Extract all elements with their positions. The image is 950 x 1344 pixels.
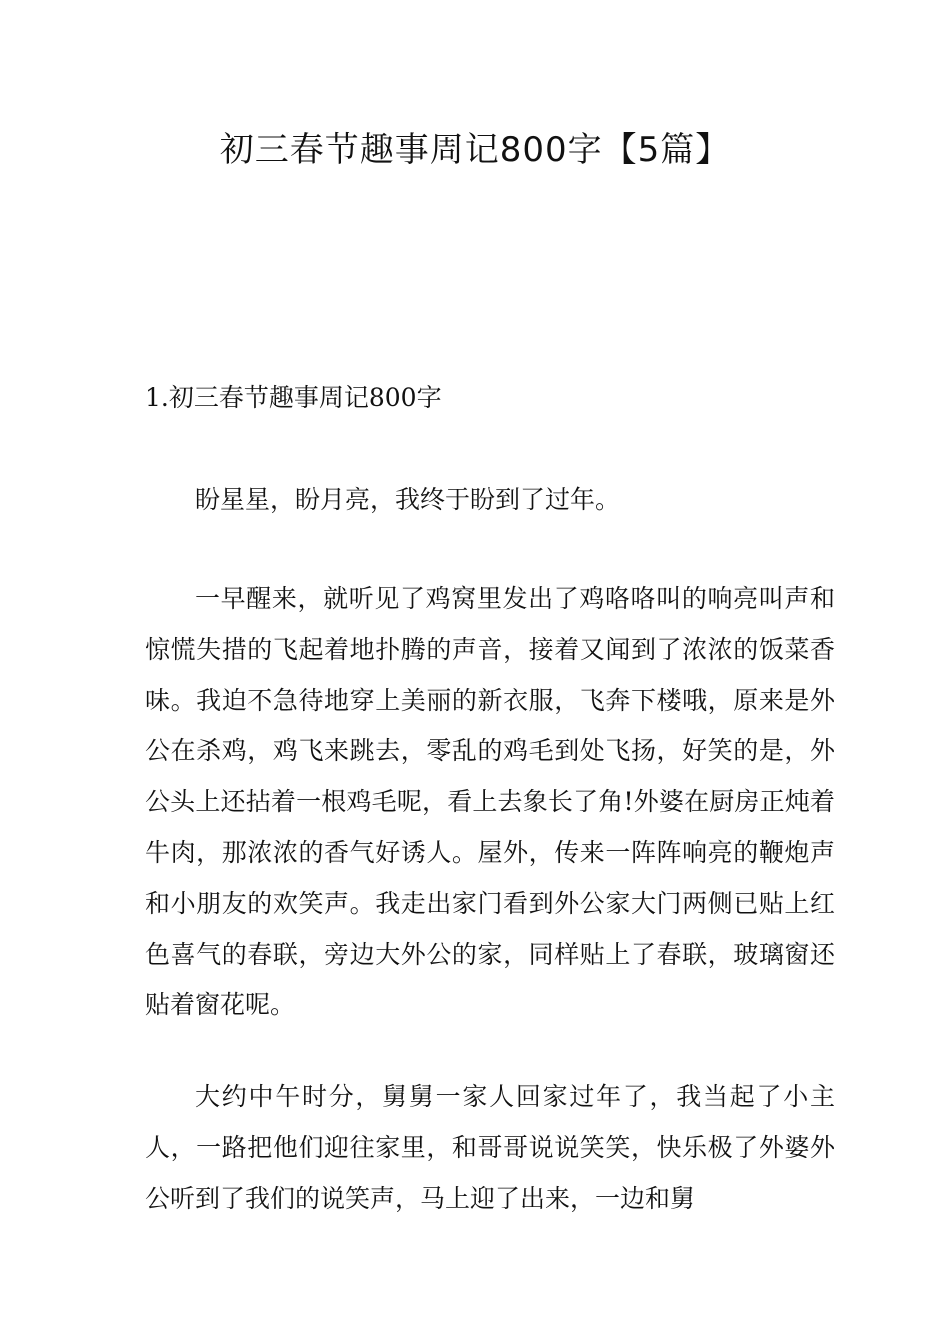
paragraph-2: 一早醒来，就听见了鸡窝里发出了鸡咯咯叫的响亮叫声和惊慌失措的飞起着地扑腾的声音，接着又闻到了浓浓的饭菜香味。我迫不急待地穿上美丽的新衣服，飞奔下楼哦，原来是外公在杀鸡，鸡飞来跳去，零乱的鸡毛到处飞扬，好笑的是，外公头上还拈着一根鸡毛呢，看上去象长了角!外婆在厨房正炖着牛肉，那浓浓的香气好诱人。屋外，传来一阵阵响亮的鞭炮声和小朋友的欢笑声。我走出家门看到外公家大门两侧已贴上红色喜气的春联，旁边大外公的家，同样贴上了春联，玻璃窗还贴着窗花呢。 — [145, 584, 835, 1020]
paragraph-1: 盼星星，盼月亮，我终于盼到了过年。 — [195, 485, 621, 514]
document-title: 初三春节趣事周记800字【5篇】 — [219, 130, 731, 170]
paragraph-3: 大约中午时分，舅舅一家人回家过年了，我当起了小主人，一路把他们迎往家里，和哥哥说说笑笑，快乐极了外婆外公听到了我们的说笑声，马上迎了出来，一边和舅 — [145, 1082, 835, 1213]
section-heading: 1.初三春节趣事周记800字 — [145, 383, 442, 412]
